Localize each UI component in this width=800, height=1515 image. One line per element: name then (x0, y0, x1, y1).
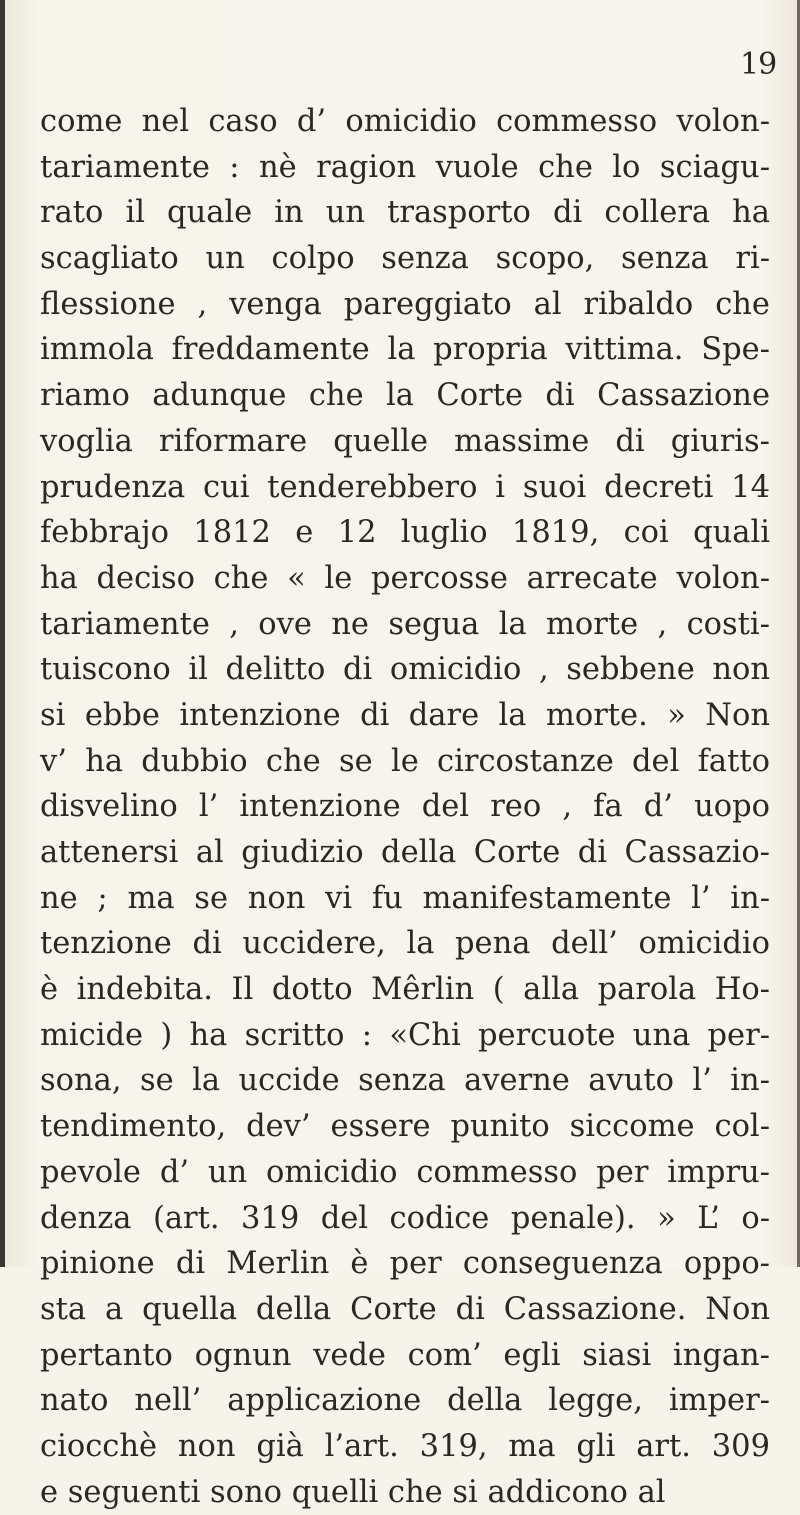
page-binding-edge (0, 0, 5, 1267)
text-line: tariamente , ove ne segua la morte , costi- (40, 606, 770, 642)
text-line: flessione , venga pareggiato al ribaldo che (40, 286, 770, 322)
text-line: e seguenti sono quelli che si addicono al (40, 1474, 666, 1510)
text-line: sta a quella della Corte di Cassazione. Non (40, 1291, 770, 1327)
text-line: pertanto ognun vede com’ egli siasi ingan- (40, 1337, 770, 1373)
text-line: voglia riformare quelle massime di giuris- (40, 423, 770, 459)
text-line: ha deciso che « le percosse arrecate volon- (40, 560, 770, 596)
text-line: scagliato un colpo senza scopo, senza ri- (40, 241, 770, 277)
text-line: tariamente : nè ragion vuole che lo sciagu- (40, 149, 770, 185)
text-line: prudenza cui tenderebbero i suoi decreti 14 (40, 469, 770, 505)
text-line: nato nell’ applicazione della legge, imper- (40, 1383, 770, 1419)
text-line: rato il quale in un trasporto di collera ha (40, 195, 770, 231)
text-line: riamo adunque che la Corte di Cassazione (40, 378, 770, 414)
text-line: si ebbe intenzione di dare la morte. » Non (40, 697, 770, 733)
page-number: 19 (740, 47, 777, 82)
text-line: micide ) ha scritto : «Chi percuote una per- (40, 1017, 770, 1053)
text-line: tuiscono il delitto di omicidio , sebbene non (40, 652, 770, 688)
body-text (40, 99, 770, 1515)
text-line: febbrajo 1812 e 12 luglio 1819, coi quali (40, 515, 770, 551)
text-line: disvelino l’ intenzione del reo , fa d’ uopo (40, 789, 770, 825)
text-line: ciocchè non già l’art. 319, ma gli art. 309 (40, 1428, 770, 1464)
text-line: attenersi al giudizio della Corte di Cassazio- (40, 835, 770, 870)
text-line: come nel caso d’ omicidio commesso volon- (40, 104, 770, 139)
text-line: sona, se la uccide senza averne avuto l’ in- (40, 1063, 770, 1099)
text-line: v’ ha dubbio che se le circostanze del fatto (40, 743, 770, 779)
text-line: pinione di Merlin è per conseguenza oppo- (40, 1246, 770, 1282)
text-line: tendimento, dev’ essere punito siccome col- (40, 1109, 770, 1145)
text-line: tenzione di uccidere, la pena dell’ omicidio (40, 926, 770, 962)
text-line: pevole d’ un omicidio commesso per impru- (40, 1154, 770, 1190)
text-line: immola freddamente la propria vittima. Spe- (40, 332, 770, 368)
text-line: denza (art. 319 del codice penale). » L’ o- (40, 1200, 770, 1236)
text-line: ne ; ma se non vi fu manifestamente l’ in- (40, 880, 770, 916)
text-line: è indebita. Il dotto Mêrlin ( alla parola Ho- (40, 972, 770, 1008)
